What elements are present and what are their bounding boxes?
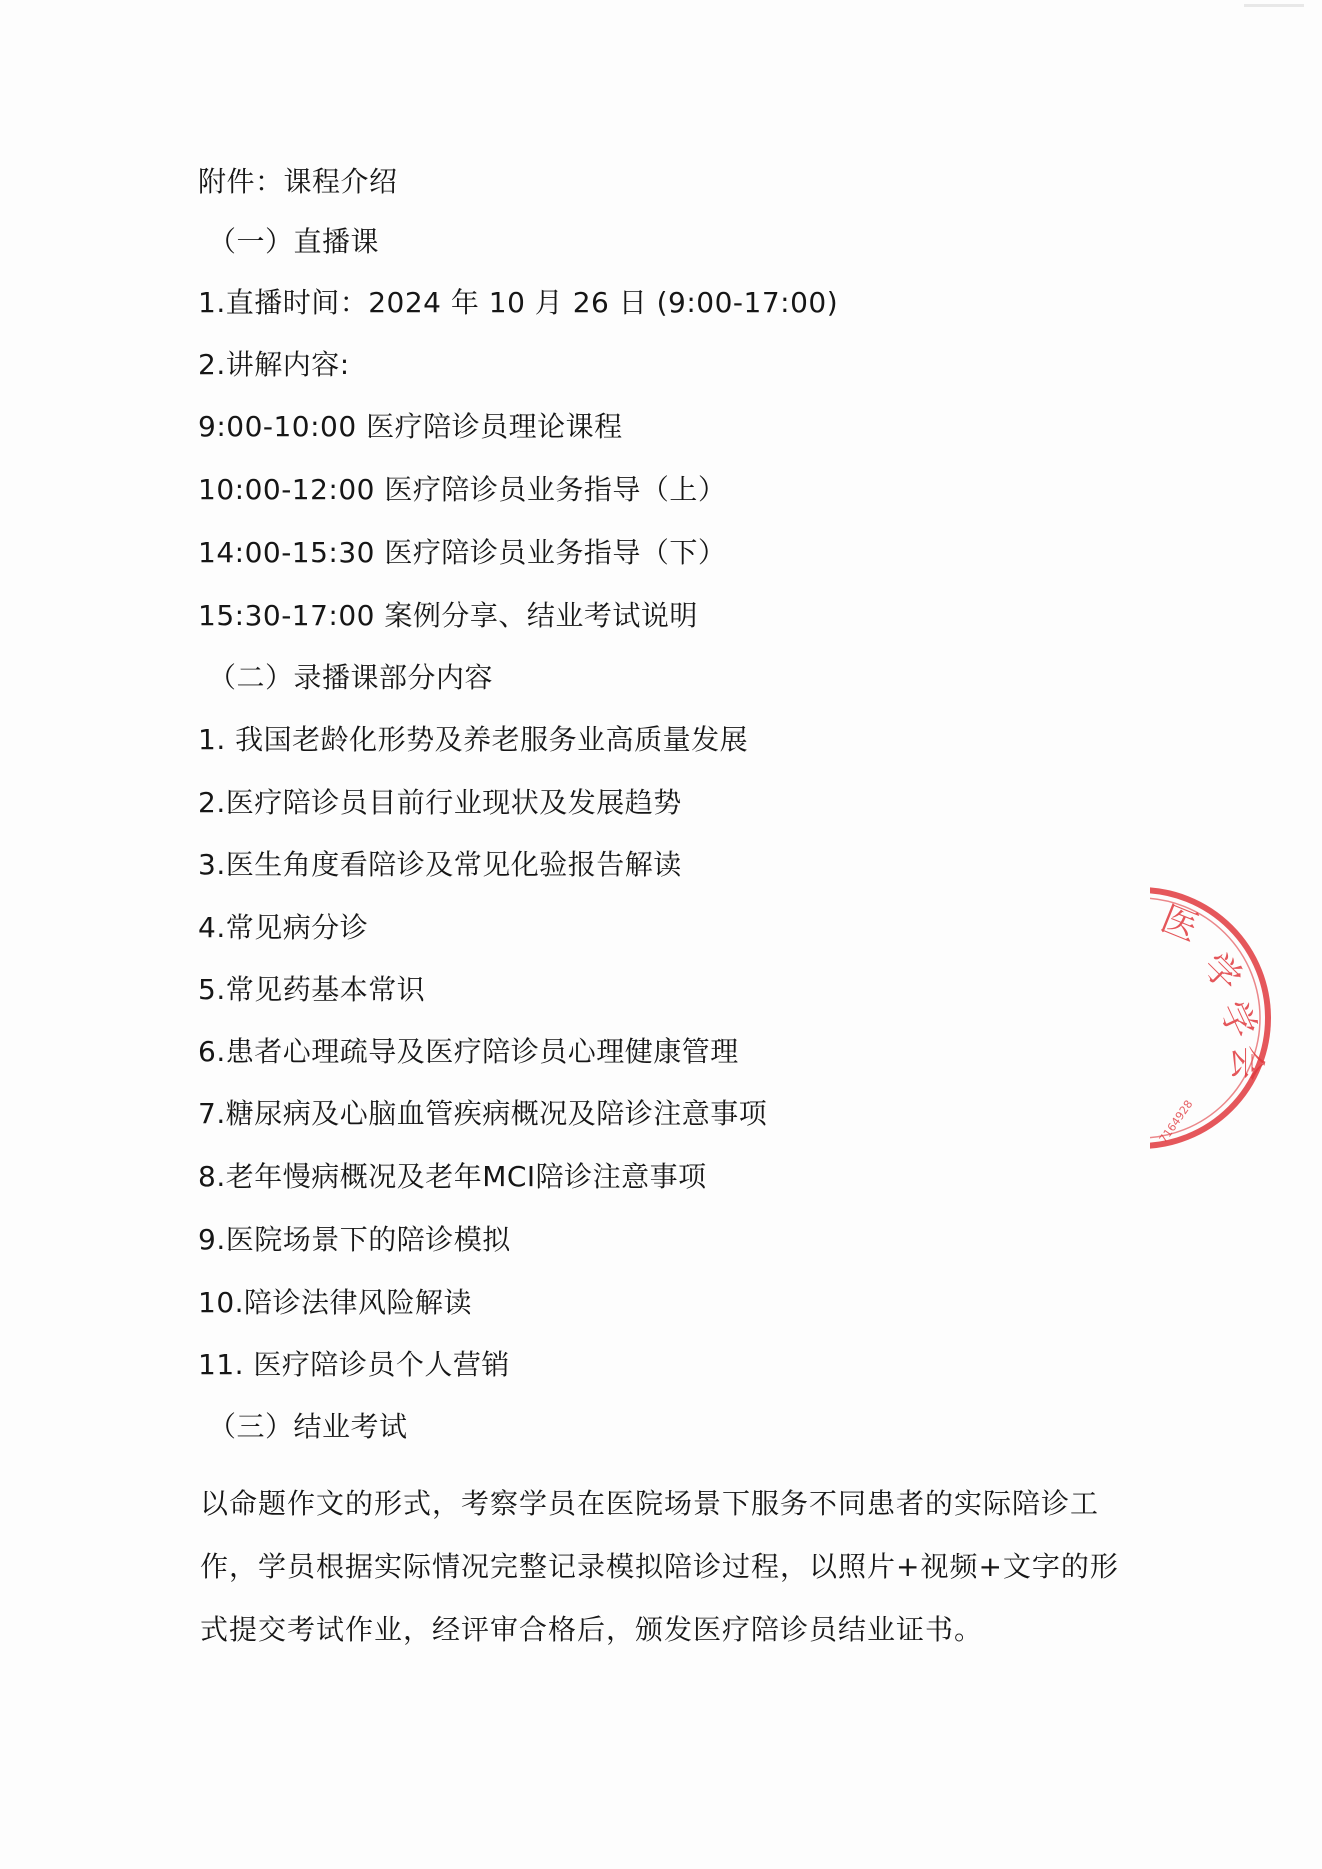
attachment-title: 附件：课程介绍 bbox=[198, 165, 398, 198]
course-item: 7.糖尿病及心脑血管疾病概况及陪诊注意事项 bbox=[198, 1097, 768, 1130]
svg-text:会 bbox=[1226, 1045, 1267, 1081]
svg-text:学 bbox=[1211, 995, 1263, 1045]
course-item: 8.老年慢病概况及老年MCI陪诊注意事项 bbox=[198, 1160, 707, 1193]
official-seal-stamp bbox=[1150, 870, 1322, 1170]
schedule-item: 14:00-15:30 医疗陪诊员业务指导（下） bbox=[198, 536, 727, 569]
seal-number: 7164928 bbox=[1156, 1097, 1196, 1146]
course-item: 3.医生角度看陪诊及常见化验报告解读 bbox=[198, 848, 682, 881]
exam-description: 以命题作文的形式，考察学员在医院场景下服务不同患者的实际陪诊工作，学员根据实际情况完整记录模拟陪诊过程，以照片+视频+文字的形式提交考试作业，经评审合格后，颁发医疗陪诊员结业证书。 bbox=[200, 1487, 1119, 1646]
course-item: 5.常见药基本常识 bbox=[198, 973, 426, 1006]
schedule-item: 10:00-12:00 医疗陪诊员业务指导（上） bbox=[198, 473, 727, 506]
content-label: 2.讲解内容: bbox=[198, 348, 350, 381]
course-item: 4.常见病分诊 bbox=[198, 911, 369, 944]
broadcast-time: 1.直播时间：2024 年 10 月 26 日 (9:00-17:00) bbox=[198, 286, 839, 319]
section-1-heading: （一）直播课 bbox=[208, 225, 380, 258]
seal-char: 会 bbox=[1226, 1045, 1267, 1082]
section-2-heading: （二）录播课部分内容 bbox=[208, 661, 494, 694]
seal-char: 医 bbox=[1155, 898, 1204, 950]
section-3-heading: （三）结业考试 bbox=[208, 1410, 408, 1443]
scan-edge-mark bbox=[1244, 4, 1304, 7]
course-item: 11. 医疗陪诊员个人营销 bbox=[198, 1348, 510, 1381]
schedule-item: 15:30-17:00 案例分享、结业考试说明 bbox=[198, 599, 698, 632]
course-item: 2.医疗陪诊员目前行业现状及发展趋势 bbox=[198, 786, 682, 819]
course-item: 1. 我国老龄化形势及养老服务业高质量发展 bbox=[198, 723, 749, 756]
course-item: 9.医院场景下的陪诊模拟 bbox=[198, 1223, 511, 1256]
seal-char: 学 bbox=[1210, 994, 1264, 1045]
schedule-item: 9:00-10:00 医疗陪诊员理论课程 bbox=[198, 410, 623, 443]
course-item: 10.陪诊法律风险解读 bbox=[198, 1286, 473, 1319]
course-item: 6.患者心理疏导及医疗陪诊员心理健康管理 bbox=[198, 1035, 739, 1068]
seal-char: 学 bbox=[1194, 945, 1250, 1000]
